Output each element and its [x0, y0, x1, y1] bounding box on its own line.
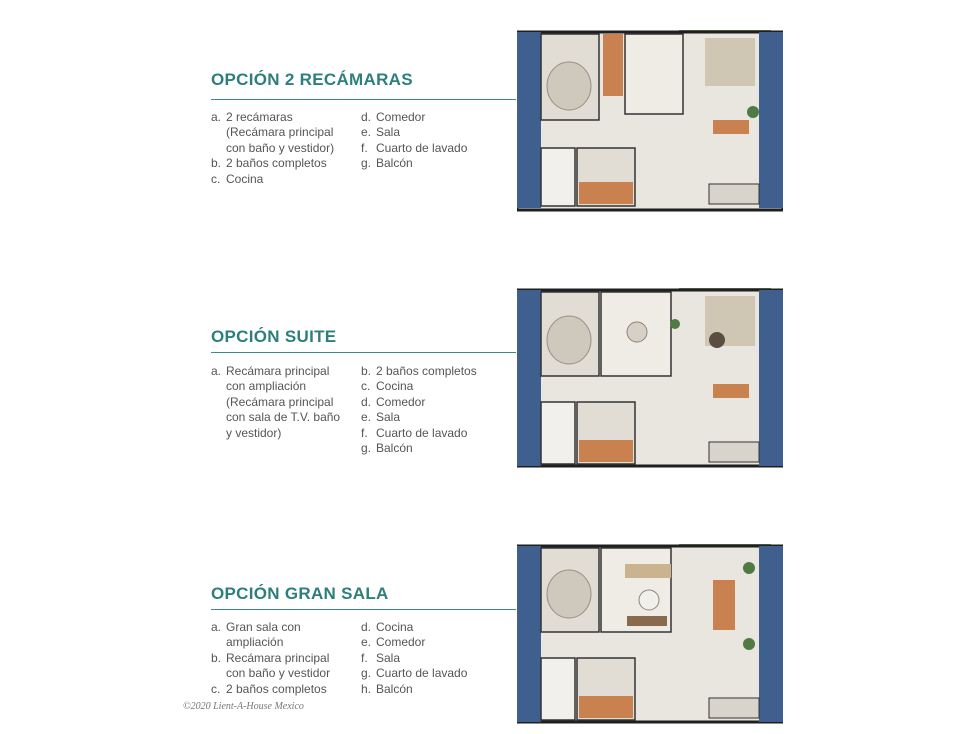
feature-item: g. Balcón [361, 441, 413, 456]
feature-item: (Recámara principal [226, 394, 334, 409]
tv-room-table [627, 322, 647, 342]
features-left-column [211, 110, 334, 187]
plant [743, 638, 755, 650]
bathroom [541, 402, 575, 464]
floorplan-image [517, 288, 783, 470]
bed [547, 316, 591, 364]
floorplan-suite-drawing [517, 288, 783, 470]
dining-table [713, 580, 735, 630]
coffee-table [639, 590, 659, 610]
feature-item: c. 2 baños completos [211, 681, 327, 696]
feature-item: f. Cuarto de lavado [361, 425, 468, 440]
title-divider [211, 99, 516, 100]
bed [547, 62, 591, 110]
kitchen [709, 184, 759, 204]
option-title: OPCIÓN 2 RECÁMARAS [211, 70, 413, 89]
kitchen [709, 442, 759, 462]
feature-item: e. Sala [361, 410, 401, 425]
feature-item: b. Recámara principal [211, 650, 330, 665]
bed [547, 570, 591, 618]
accent-wall [517, 546, 541, 722]
feature-item: d. Comedor [361, 394, 426, 409]
feature-item: g. Balcón [361, 156, 413, 171]
feature-item: c. Cocina [361, 379, 414, 394]
bathroom-2 [541, 148, 575, 206]
bathroom [541, 658, 575, 720]
plant [670, 319, 680, 329]
living-room [705, 38, 755, 86]
accent-wall [517, 290, 541, 466]
feature-item: f. Cuarto de lavado [361, 140, 468, 155]
option-title: OPCIÓN GRAN SALA [211, 584, 389, 603]
feature-item: b. 2 baños completos [211, 156, 327, 171]
features-right-column [361, 364, 477, 456]
bed-2 [579, 440, 633, 462]
feature-item: g. Cuarto de lavado [361, 666, 468, 681]
feature-item: b. 2 baños completos [361, 364, 477, 378]
bed-2 [579, 696, 633, 718]
dining-table [713, 120, 749, 134]
title-divider [211, 352, 516, 353]
kitchen [709, 698, 759, 718]
feature-item: d. Cocina [361, 620, 414, 634]
accent-wall [759, 32, 783, 208]
features-left-column [211, 620, 330, 697]
feature-item: e. Sala [361, 125, 401, 140]
rug [709, 332, 725, 348]
feature-item: h. Balcón [361, 681, 413, 696]
bed-2 [579, 182, 633, 204]
feature-item: c. Cocina [211, 171, 264, 186]
bathroom [625, 34, 683, 114]
tv-console [627, 616, 667, 626]
feature-item: a. Recámara principal [211, 364, 330, 378]
floorplan-image [517, 30, 783, 212]
sofa [625, 564, 671, 578]
feature-item: e. Comedor [361, 635, 426, 650]
features-right-column [361, 620, 467, 697]
floorplan-2-recamaras-drawing [517, 30, 783, 212]
feature-item: d. Comedor [361, 110, 426, 124]
floorplan-image [517, 544, 783, 726]
title-divider [211, 609, 516, 610]
dining-table [713, 384, 749, 398]
features-left-column [211, 364, 340, 441]
features-right-column [361, 110, 467, 172]
feature-item: a. 2 recámaras [211, 110, 293, 124]
feature-item: ampliación [226, 635, 284, 650]
accent-wall [759, 290, 783, 466]
accent-wall [517, 32, 541, 208]
feature-item: con baño y vestidor) [226, 140, 335, 155]
feature-item: con baño y vestidor [226, 666, 331, 681]
accent-wall [759, 546, 783, 722]
feature-item: y vestidor) [226, 425, 282, 440]
feature-item: con sala de T.V. baño [226, 410, 341, 425]
feature-item: con ampliación [226, 379, 307, 394]
watermark-text: ©2020 Lient-A-House Mexico [183, 701, 304, 712]
plant [747, 106, 759, 118]
plant [743, 562, 755, 574]
option-title: OPCIÓN SUITE [211, 327, 337, 346]
feature-item: f. Sala [361, 650, 401, 665]
floorplan-gran-sala-drawing [517, 544, 783, 726]
closet [603, 34, 623, 96]
feature-item: a. Gran sala con [211, 620, 301, 634]
feature-item: (Recámara principal [226, 125, 334, 140]
